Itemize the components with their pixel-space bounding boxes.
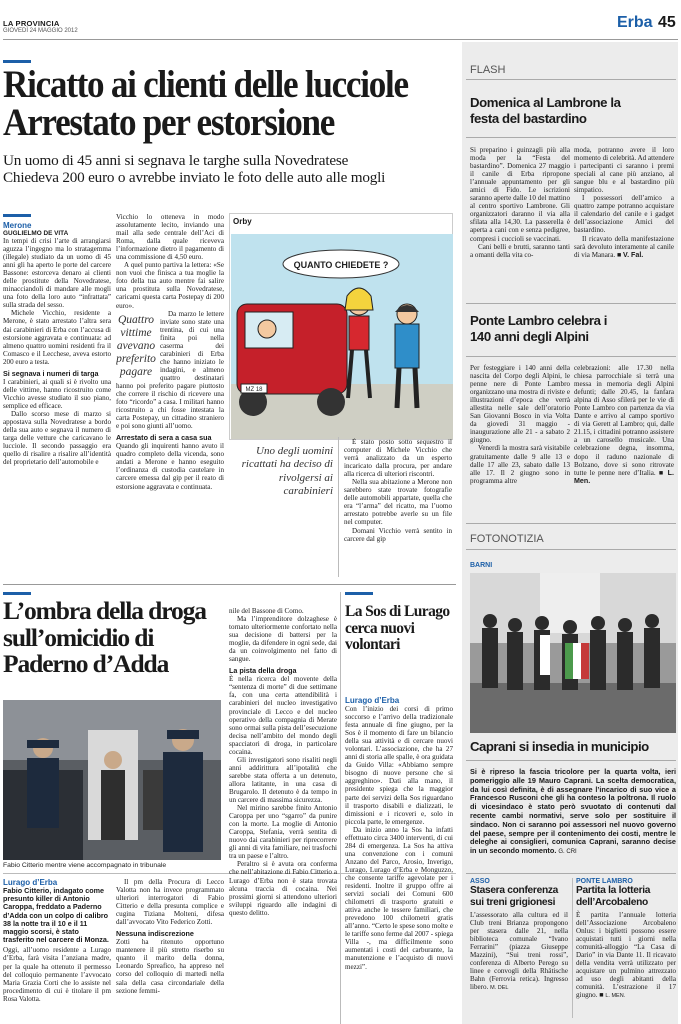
droga-paragraph: Ma l’imprenditore dolzaghese è tornato ulteriormente confortato nella sua decisione di battersi per la moglie, da difendere in ogni sede, dai da un coinvolgimento nel fatto di sangue. xyxy=(229,615,337,664)
section-name: Erba xyxy=(617,14,653,31)
flash-paragraph: Venerdì la mostra sarà visitabile gratuitamente dalle 9 alle 13 e dalle 17 alle 23, sabato dalle 13 alle 17. Il 2 giugno sono in programma altre xyxy=(470,444,570,485)
brief-divider xyxy=(572,878,573,1018)
droga-paragraph: Peraltro si è avuta ora conferma che nell’abitazione di Fabio Citterio a Lurago d’Erba non è stata trovata alcuna traccia di cocaina. Nei prossimi giorni si attendono ulteriori sviluppi riguardo alle indagini di questo delitto. xyxy=(229,860,337,917)
flash-label-rule xyxy=(466,79,676,80)
main-paragraph: I carabinieri, ai quali si è rivolto una delle vittime, hanno ricostruito come Vicchio avesse studiato il suo piano, semplice ed efficace. xyxy=(3,377,111,410)
flash-article-2-title: Ponte Lambro celebra i 140 anni degli Alpini xyxy=(470,313,608,344)
issue-date: GIOVEDÌ 24 MAGGIO 2012 xyxy=(3,28,78,34)
main-paragraph: Da marzo le lettere inviate sono state una trentina, di cui una finita poi nella caserma dei carabinieri di Erba che hanno iniziato le indagini, e almeno quattro destinatari hanno poi preferito pagare piuttosto che correre il rischio di ricevere una foto “ricordo” a casa. I militari hanno ricostruito a chi fosse intestata la carta Postepay, un cittadino straniero e poi sono giunti all’uomo. xyxy=(116,309,224,431)
cartoon-plate-text: MZ 18 xyxy=(245,387,263,393)
tribunal-photo-caption: Fabio Citterio mentre viene accompagnato in tribunale xyxy=(3,862,167,869)
masthead xyxy=(3,19,60,28)
fotonotizia-title: Caprani si insedia in municipio xyxy=(470,739,649,754)
droga-paragraph: È nella ricerca del movente della “sentenza di morte” di due settimane fa, con una certa attendibilità i carabinieri del nucleo investigativo provinciale di Lecco e del nucleo operativo della compagnia di Merate sono ormai sulla pista dell’esecuzione decisa nell’ambito del mondo degli spacciatori di droga, in particolare cocaina. xyxy=(229,675,337,756)
asso-title: Stasera conferenza sui treni grigionesi xyxy=(470,885,559,908)
main-subtitle xyxy=(3,152,453,186)
flash-paragraph: Si preparino i guinzagli più alla moda per la “Festa del bastardino”. Domenica 27 maggio il canile di Erba ripropone l’annuale appuntamento per gli amici di Fido. Le iscrizioni saranno aperte dalle 10 del mattino al centro sportivo Lambrone. Gli organizzatori daranno il via alla sfilata alla 14,30. La passerella è aperta a cani con e senza pedigree, compresi i cuccioli se vaccinati. xyxy=(470,146,570,243)
paper-name: LA PROVINCIA xyxy=(3,19,60,28)
section-divider xyxy=(3,584,456,585)
fotonotizia-top-rule xyxy=(466,523,676,524)
fotonotizia-label: FOTONOTIZIA xyxy=(470,533,544,545)
dateline-location: Merone xyxy=(3,221,32,230)
subhead: La pista della droga xyxy=(229,666,297,676)
main-column-1 xyxy=(3,221,111,579)
fotonotizia-text xyxy=(470,768,676,857)
flash-a1-col2 xyxy=(574,146,674,259)
flash-label: FLASH xyxy=(470,64,506,76)
flash-closing: Il ricavato della manifestazione sarà devoluto interamente al canile di via Manara. xyxy=(574,234,674,259)
flash-separator xyxy=(466,303,676,304)
header-rule xyxy=(3,39,678,40)
flash-a2-col1 xyxy=(470,364,570,485)
subtitle-line-1: Un uomo di 45 anni si segnava le targhe sulla Novedratese xyxy=(3,152,349,169)
cartoon-illustration xyxy=(231,234,453,439)
main-paragraph: Nella sua abitazione a Merone non sarebbero state trovate fotografie delle automobili appartate, quella che era “l’arma” del ricatto, ma l’uomo arrestato potrebbe averle su un file nel computer. xyxy=(344,478,452,527)
sos-body xyxy=(345,696,453,1024)
fotonotizia-body: Si è ripreso la fascia tricolore per la quarta volta, ieri pomeriggio alle 19 Mauro Caprani. La scelta democratica, da lui così definita, è di assegnare l’incarico di suo vice a Francesco Rusconi che gli ha conteso la poltrona. Il ruolo di vicesindaco è stato però svuotato di contenuti dal recente cambi normativi, serve solo per sostituire il sindaco. Non ci saranno poi assessori nel nuovo governo del paese, sempre per il contenimento dei costi, mentre le deleghe ai consiglieri, comunica Caprani, saranno decise in un secondo momento. xyxy=(470,767,676,856)
ponte-title: Partita la lotteria dell’Arcobaleno xyxy=(576,885,651,908)
sos-paragraph: Con l’inizio dei corsi di primo soccorso e l’arrivo della tradizionale festa annuale di fine giugno, per la Sos è il momento di fare un bilancio della sua attività e di cercare nuovi volontari. L’associazione, che ha 27 anni di storia alle spalle, è ora guidata da Guido Villa: «Abbiamo sempre bisogno di nuove persone che si aggreghino». Dati alla mano, il presidente spiega che la maggior parte dei servizi della Sos riguardano il trasporto disabili e dializzati, le dimissioni e i ricoveri e, solo in piccola parte, le emergenze. xyxy=(345,705,453,826)
photo-caption: Uno degli uomini ricattati ha deciso di rivolgersi ai carabinieri xyxy=(241,445,333,497)
headline-line-1: Ricatto ai clienti delle lucciole xyxy=(3,63,408,106)
sos-location: Lurago d’Erba xyxy=(345,696,400,705)
droga-paragraph: Zotti ha ritenuto opportuno mantenere il più stretto riserbo su quanto il marito della donna, Leonardo Spreafico, ha appreso nel corso del colloquio di martedì nella sala della casa circondariale della sezione femmi- xyxy=(116,938,224,995)
pullquote: Quattro vittime avevano preferito pagare xyxy=(116,313,156,378)
ponte-signature: L. MEN. xyxy=(605,993,626,1000)
council-photo-image xyxy=(470,573,676,733)
flash-paragraph: Per festeggiare i 140 anni della nascita del Corpo degli Alpini, le penne nere di Ponte Lambro organizzano una mostra di riviste e illustrazioni d’epoca che verrà allestita nelle sale dell’oratorio San Giovanni Bosco in via Volta da giovedì 31 maggio - inaugurazione alle 21 - a sabato 2 giugno. xyxy=(470,364,570,445)
ponte-tag: PONTE LAMBRO xyxy=(576,878,633,885)
cartoon-label: Orby xyxy=(233,217,252,226)
byline: GUGLIELMO DE VITA xyxy=(3,230,69,237)
sos-accent-rule xyxy=(345,592,373,595)
headline-line-2: Arrestato per estorsione xyxy=(3,101,335,144)
droga-paragraph: nile del Bassone di Como. xyxy=(229,607,304,615)
flash-paragraph: celebrazioni: alle 17.30 nella chiesa parrocchiale si terrà una messa in memoria degli Alpini defunti; dalle 20.45, la fanfara alpina di Asso sfilerà per le vie di Ponte Lambro con partenza da via Dante e arrivo al campo sportivo di via Gerett al Lambro; qui, dalle 21.15, i cittadini potranno assistere a un carosello musicale. Una celebrazione degna, insomma, dopo il raduno nazionale di Bolzano, dove si sono ritrovate tutte le penne nere d’Italia. ■ L. Men. xyxy=(574,364,674,485)
flash-signature: L. Men. xyxy=(574,468,674,485)
main-paragraph: È stato posto sotto sequestro il computer di Michele Vicchio che verrà analizzato da un esperto incaricato dalla procura, per andare alla ricerca di ulteriori riscontri. xyxy=(344,438,452,479)
main-column-2 xyxy=(116,213,224,577)
tribunal-photo-image xyxy=(3,700,221,860)
ponte-paragraph: È partita l’annuale lotteria dell’Associazione Arcobaleno Onlus: i biglietti possono essere acquistati tutti i giorni nella comunità-alloggio “La Casa di Dario” in via Dante 11. Il ricavato della vendita verrà utilizzato per acquistare un pulmino attrezzato ad uso degli abitanti della comunità. L’estrazione il 17 giugno. ■ L. MEN. xyxy=(576,911,676,1000)
flash-a1-col1 xyxy=(470,146,570,259)
tribunal-photo xyxy=(3,700,221,860)
fotonotizia-label-rule xyxy=(466,549,676,550)
flash-article-1-rule xyxy=(466,137,676,138)
fotonotizia-location: BARNI xyxy=(470,562,493,569)
droga-lead: Fabio Citterio, indagato come presunto killer di Antonio Caroppa, freddato a Paderno d’Adda con un colpo di calibro 38 la notte tra il 10 e il 11 maggio scorsi, è stato trasferito nel carcere di Monza. xyxy=(3,886,109,945)
flash-article-1-title: Domenica al Lambrone la festa del bastardino xyxy=(470,95,621,126)
flash-a2-col2 xyxy=(574,364,674,485)
droga-column-2 xyxy=(116,878,224,1024)
droga-headline: L’ombra della droga sull’omicidio di Paderno d’Adda xyxy=(3,596,206,678)
asso-tag: ASSO xyxy=(470,878,490,885)
droga-column-1 xyxy=(3,878,111,1024)
flash-paragraph: Cani belli e brutti, saranno tanti a omanti della vita co- xyxy=(470,242,570,259)
council-photo xyxy=(470,573,676,733)
droga-paragraph: Il pm della Procura di Lecco Valotta non ha invece programmato ulteriori interrogatori di Fabio Citterio e della presunta complice e cugina Tiziana Molteni, difesa dall’avvocato Vito Federico Zotti. xyxy=(116,878,224,927)
subhead: Nessuna indiscrezione xyxy=(116,929,194,939)
subhead: Si segnava i numeri di targa xyxy=(3,368,99,378)
droga-paragraph: Nel mirino sarebbe finito Antonio Caroppa per uno “sgarro” da punire con la morte. La moglie di Antonio Caroppa, Stefania, verrà sentita di nuovo dai carabinieri per riprecorrere gli anni di vita familiare, nei trasfochi tra un paese e l’altro. xyxy=(229,804,337,861)
main-paragraph: In tempi di crisi l’arte di arrangiarsi aguzza l’ingegno ma lo stratagemma (illegale) studiato da un uomo di 45 anni gli ha aperto le porte del carcere Bassone: estorceva denaro ai clienti delle prostitute della Novedratese, minacciandoli di mandare alle mogli una foto della loro auto “infrattata” sulla strada del sesso. xyxy=(3,237,111,310)
droga-column-3 xyxy=(229,607,337,1024)
main-headline xyxy=(3,63,408,144)
ponte-brief xyxy=(576,878,676,1001)
cartoon-bubble-text: QUANTO CHIEDETE ? xyxy=(293,260,389,270)
main-paragraph: Quando gli inquirenti hanno avuto il quadro completo della vicenda, sono andati a Merone e hanno eseguito l’ordinanza di custodia cautelare in carcere emessa dal gip per il reato di estorsione aggravata e continuata. xyxy=(116,442,224,491)
main-column-3 xyxy=(344,438,452,578)
fotonotizia-title-rule xyxy=(466,760,676,761)
asso-body: L’assessorato alla cultura ed il Club treni Brianza propongono per stasera dalle 21, nella biblioteca comunale “Ivano Ferrarini” (piazza Giuseppe Mazzini), “Sui treni rossi”, conferenza di Alberto Perego su linee e convogli della Rhätische Bahn (Ferrovia retica). Ingresso libero. xyxy=(470,911,568,992)
subtitle-line-2: Chiedeva 200 euro o avrebbe inviato le foto delle auto alle mogli xyxy=(3,169,386,186)
main-paragraph: Domani Vicchio verrà sentito in carcere dal gip xyxy=(344,526,452,543)
page-number: 45 xyxy=(658,14,676,31)
main-paragraph: Vicchio lo otteneva in modo assolutamente lecito, inviando una mail alla sede centrale dell’Aci di Roma, dalla quale riceveva l’informazione dietro il pagamento di una commissione di 4,50 euro. xyxy=(116,213,224,262)
fotonotizia-signature: G. CRI xyxy=(558,849,577,856)
briefs-rule xyxy=(466,873,676,874)
column-accent-rule xyxy=(3,214,31,217)
sos-divider xyxy=(340,592,341,1024)
fotonotizia-paragraph xyxy=(470,768,676,857)
sos-paragraph: Da inizio anno la Sos ha infatti effettuato circa 3400 interventi, di cui 284 di emergenza. La Sos ha attiva una convenzione con i comuni Anzano del Parco, Arosio, Inverigo, Lurago, Lurago d’Erba e Monguzzo, che consente tariffe agevolate per i residenti. Inoltre il gruppo offre ai servizi sociali dei Comuni 600 chilometri di trasporto gratuiti e attiva anche le tessere familiari, che prevedono 100 chilometri gratis all’anno. “Certo le spese sono molte e le tariffe sono ferme dal 2007 - spiega Villa -, ma difficilmente sono aumentati i costi del carburante, la manutenzione e l’acquisto di nuovi mezzi”. xyxy=(345,825,453,971)
asso-paragraph xyxy=(470,911,568,992)
caption-divider xyxy=(338,437,339,577)
main-paragraph: Michele Vicchio, residente a Merone, è stato arrestato l’altra sera dai carabinieri di Erba con l’accusa di estorsione aggravata e continuata: ad almeno quattro uomini residenti fra il Comasco e il Lecchese, aveva estorto 200 euro a testa. xyxy=(3,309,111,366)
flash-closing: celebrazioni: alle 17.30 nella chiesa parrocchiale si terrà una messa in memoria degli Alpini defunti; dalle 20.45, la fanfara alpina di Asso sfilerà per le vie di Ponte Lambro con partenza da via Dante e arrivo al campo sportivo di via Gerett al Lambro; qui, dalle 21.15, i cittadini potranno assistere a un carosello musicale. Una celebrazione degna, insomma, dopo il raduno nazionale di Bolzano, dove si sono ritrovate tutte le penne nere d’Italia. xyxy=(574,364,674,477)
droga-paragraph: Oggi, all’uomo residente a Lurago d’Erba, farà visita l’anziana madre, per la quale ha ottenuto il permesso del colloquio permanente l’avvocato Maria Grazia Corti che lo assiste nel procedimento di cui è titolare il pm Rosa Valotta. xyxy=(3,946,111,1003)
sos-headline: La Sos di Lurago cerca nuovi volontari xyxy=(345,603,450,653)
flash-article-2-rule xyxy=(466,356,676,357)
droga-location: Lurago d’Erba xyxy=(3,878,58,887)
flash-signature: V. Fal. xyxy=(623,250,644,259)
flash-paragraph: moda, potranno avere il loro momento di celebrità. Ad attendere i partecipanti ci saranno i premi speciali al cane più anziano, al sangue blu e al bastardino più simpatico. xyxy=(574,146,674,195)
asso-signature: M. DEL xyxy=(490,985,509,992)
main-paragraph: Dallo scorso mese di marzo si appostava sulla Novedratese a bordo della sua auto e segnava il numero di targa delle vetture che caricavano le lucciole. Il secondo passaggio era quello di risalire a risalire all’identità del proprietario dell’automobile e xyxy=(3,409,111,467)
ponte-body: È partita l’annuale lotteria dell’Associazione Arcobaleno Onlus: i biglietti possono essere acquistati tutti i giorni nella comunità-alloggio “La Casa di Dario” in via Dante 11. Il ricavato della vendita verrà utilizzato per acquistare un pulmino attrezzato ad uso degli abitanti della comunità. L’estrazione il 17 giugno. xyxy=(576,911,676,1000)
main-paragraph: A quel punto partiva la lettera: «Se non vuoi che finisca a tua moglie la foto della tua auto mentre fai salire una prostituta sulla Novedratese, caricami questa carta Postepay di 200 euro». xyxy=(116,261,224,310)
asso-brief xyxy=(470,878,568,992)
flash-paragraph: I possessori dell’amico a quattro zampe potranno acquistare il calendario del canile e i gadget dell’associazione Amici del bastardino. xyxy=(574,194,674,235)
droga-accent-rule xyxy=(3,592,31,595)
flash-paragraph: Il ricavato della manifestazione sarà devoluto interamente al canile di via Manara. ■ V. Fal. xyxy=(574,234,674,259)
cartoon-frame xyxy=(229,213,453,440)
droga-paragraph: Gli investigatori sono risaliti negli anni addirittura all’ipotalità che sarebbe stata offerta a un detenuto, allora latitante, in una casa di Brugarolo. Il detenuto è da tempo in un carcere di massima sicurezza. xyxy=(229,755,337,805)
subhead: Arrestato di sera a casa sua xyxy=(116,433,212,443)
